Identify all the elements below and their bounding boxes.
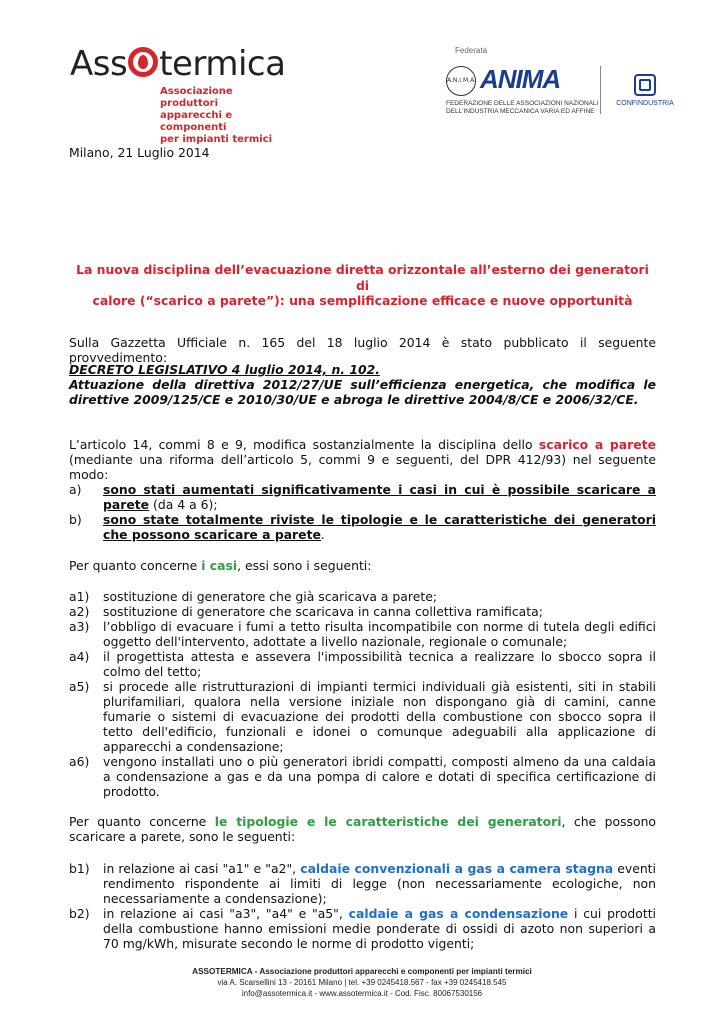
flame-icon	[128, 47, 158, 77]
assotermica-logo	[68, 40, 288, 145]
federata-label: Federata	[455, 46, 488, 55]
casi-intro: Per quanto concerne i casi, essi sono i seguenti:	[69, 558, 372, 573]
anima-seal-icon: A.N.I.M.A.	[446, 66, 476, 96]
document-title: La nuova disciplina dell’evacuazione diretta orizzontale all’esterno dei generatori di calore (“scarico a parete”): una semplificazione efficace e nuove opportunità	[76, 262, 649, 308]
anima-subtitle: FEDERAZIONE DELLE ASSOCIAZIONI NAZIONALI DELL'INDUSTRIA MECCANICA VARIA ED AFFINE	[446, 100, 599, 115]
logo-subtitle: Associazione produttori apparecchi e componenti per impianti termici	[160, 86, 273, 145]
footer-org: ASSOTERMICA - Associazione produttori apparecchi e componenti per impianti termici	[192, 967, 532, 976]
confindustria-label: CONFINDUSTRIA	[616, 100, 674, 107]
logo-wordmark: Ass termica	[70, 44, 286, 84]
highlight-i-casi: i casi	[201, 558, 238, 573]
highlight-scarico-a-parete: scarico a parete	[538, 437, 656, 452]
decree-description: Attuazione della direttiva 2012/27/UE sull’efficienza energetica, che modifica le direttive 2009/125/CE e 2010/30/UE e abroga le direttive 2004/8/CE e 2006/32/CE.	[69, 377, 656, 407]
tipologie-intro: Per quanto concerne le tipologie e le caratteristiche dei generatori, che possono scaricare a parete, sono le seguenti:	[69, 814, 656, 844]
footer-address: via A. Scarsellini 13 - 20161 Milano | tel. +39 0245418.567 - fax +39 0245418.545	[217, 978, 507, 987]
letter-date: Milano, 21 Luglio 2014	[69, 145, 210, 160]
anima-logo	[446, 64, 599, 118]
confindustria-icon	[634, 74, 656, 96]
highlight-tipologie: le tipologie e le caratteristiche dei generatori	[214, 814, 562, 829]
anima-wordmark: ANIMA	[480, 64, 561, 94]
page-footer	[0, 966, 724, 999]
footer-contacts: info@assotermica.it - www.assotermica.it - Cod. Fisc. 80067530156	[241, 989, 483, 998]
intro-paragraph: Sulla Gazzetta Ufficiale n. 165 del 18 luglio 2014 è stato pubblicato il seguente provvedimento:	[69, 335, 656, 365]
header-divider	[600, 66, 601, 114]
decree-block	[69, 362, 656, 407]
confindustria-logo	[610, 74, 680, 107]
decree-heading: DECRETO LEGISLATIVO 4 luglio 2014, n. 102.	[69, 362, 380, 377]
article-paragraph: L’articolo 14, commi 8 e 9, modifica sostanzialmente la disciplina dello scarico a parete (mediante una riforma dell’articolo 5, commi 9 e seguenti, del DPR 412/93) nel seguente modo:	[69, 437, 656, 482]
